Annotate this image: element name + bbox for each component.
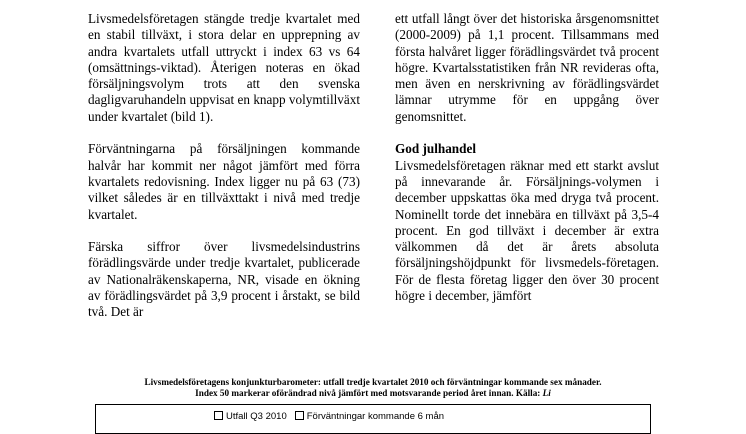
caption-text: Index 50 markerar oförändrad nivå jämfört med motsvarande period året innan. Källa: bbox=[195, 388, 541, 398]
figure-caption bbox=[60, 377, 686, 399]
section-heading: God julhandel bbox=[395, 141, 476, 157]
paragraph: Livsmedelsföretagen stängde tredje kvartalet med en stabil tillväxt, i stora delar en upprepning av andra kvartalets utfall uttryckt i index 63 vs 64 (omsättnings-viktad). Återigen noteras en ökad försäljningsvolym trots att den svenska dagligvaruhandeln uppvisat en knapp volymtillväxt under kvartalet (bild 1). bbox=[88, 11, 360, 124]
paragraph: ett utfall långt över det historiska årsgenomsnittet (2000-2009) på 1,1 procent. Tillsammans med första halvåret ligger förädlingsvärdet två procent högre. Kvartalsstatistiken från NR revideras ofta, men även en nerskrivning av förädlingsvärdet lämnar utrymme för en uppgång över genomsnittet. bbox=[395, 11, 659, 124]
caption-source: Li bbox=[542, 388, 551, 398]
legend-label-expectations: Förväntningar kommande 6 mån bbox=[306, 411, 445, 422]
paragraph: Livsmedelsföretagen räknar med ett starkt avslut på innevarande år. Försäljnings-volymen i december uppskattas öka med dryga två procent. Nominellt torde det innebära en tillväxt på 3,5-4 procent. En god tillväxt i december är extra välkommen då det är årets absoluta försäljningshöjdpunkt för livsmedels-företagen. För de flesta företag ligger den över 30 procent högre i december, jämfört bbox=[395, 157, 659, 304]
chart-frame bbox=[95, 404, 651, 434]
legend-label-outcome: Utfall Q3 2010 bbox=[226, 411, 287, 422]
chart-legend bbox=[214, 411, 444, 422]
paragraph: Färska siffror över livsmedelsindustrins förädlingsvärde under tredje kvartalet, publicerade av Nationalräkenskaperna, NR, visade en ökning av förädlingsvärdet på 3,9 procent i årstakt, se bild två. Det är bbox=[88, 239, 360, 320]
caption-line-1: Livsmedelsföretagens konjunkturbarometer: utfall tredje kvartalet 2010 och förväntningar kommande sex månader. bbox=[144, 377, 602, 387]
paragraph: Förväntningarna på försäljningen kommande halvår har kommit ner något jämfört med förra kvartalets redovisning. Index ligger nu på 63 (73) vilket således är en tillväxttakt i nivå med tredje kvartalet. bbox=[88, 141, 360, 222]
left-text-column bbox=[88, 11, 360, 321]
right-text-column bbox=[395, 11, 659, 304]
caption-line-2 bbox=[60, 388, 686, 399]
